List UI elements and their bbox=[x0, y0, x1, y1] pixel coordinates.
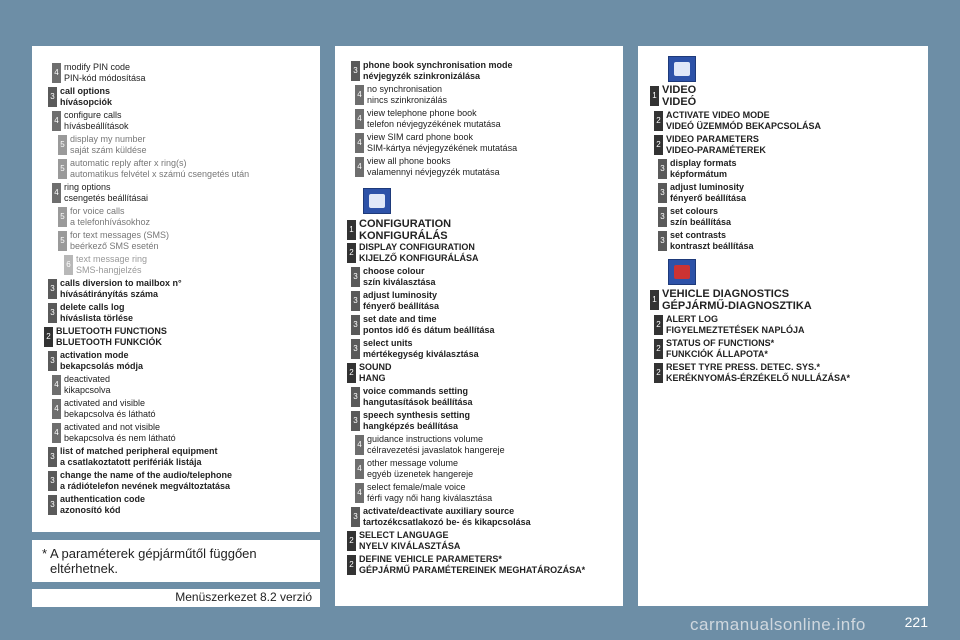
label-english: view SIM card phone book bbox=[367, 132, 474, 142]
configuration-icon bbox=[363, 188, 391, 214]
level-badge: 2 bbox=[347, 363, 356, 383]
footnote-box bbox=[32, 540, 320, 582]
menu-item bbox=[52, 110, 129, 132]
menu-item-label bbox=[670, 230, 754, 252]
menu-item-label bbox=[60, 470, 232, 492]
label-english: SELECT LANGUAGE bbox=[359, 530, 449, 540]
menu-item bbox=[52, 182, 148, 204]
diagnostics-tools-icon bbox=[668, 259, 696, 285]
label-hungarian: saját szám küldése bbox=[70, 145, 147, 155]
level-badge: 5 bbox=[58, 159, 67, 179]
menu-item bbox=[44, 326, 167, 348]
level-badge: 4 bbox=[355, 133, 364, 153]
menu-item bbox=[351, 314, 495, 336]
label-english: adjust luminosity bbox=[363, 290, 438, 300]
menu-item bbox=[351, 290, 439, 312]
label-english: DEFINE VEHICLE PARAMETERS* bbox=[359, 554, 502, 564]
footnote-line-2: eltérhetnek. bbox=[50, 561, 118, 576]
menu-item bbox=[347, 530, 460, 552]
label-hungarian: tartozékcsatlakozó be- és kikapcsolása bbox=[363, 517, 531, 527]
label-english: configure calls bbox=[64, 110, 122, 120]
menu-item bbox=[658, 158, 737, 180]
label-hungarian: hívásátirányítás száma bbox=[60, 289, 159, 299]
menu-item bbox=[48, 494, 145, 516]
label-english: activate/deactivate auxiliary source bbox=[363, 506, 515, 516]
level-badge: 3 bbox=[351, 387, 360, 407]
menu-item bbox=[347, 218, 451, 242]
menu-item bbox=[58, 158, 249, 180]
menu-item bbox=[654, 362, 850, 384]
label-hungarian: GÉPJÁRMŰ PARAMÉTEREINEK MEGHATÁROZÁSA* bbox=[359, 565, 586, 575]
label-hungarian: KERÉKNYOMÁS-ÉRZÉKELŐ NULLÁZÁSA* bbox=[666, 373, 851, 383]
label-hungarian: SIM-kártya névjegyzékének mutatása bbox=[367, 143, 518, 153]
label-hungarian: NYELV KIVÁLASZTÁSA bbox=[359, 541, 461, 551]
menu-item bbox=[351, 386, 473, 408]
label-hungarian: kontraszt beállítása bbox=[670, 241, 754, 251]
menu-item bbox=[355, 434, 505, 456]
label-hungarian: VIDEÓ bbox=[662, 96, 697, 108]
menu-item-label bbox=[666, 110, 821, 132]
label-english: select female/male voice bbox=[367, 482, 466, 492]
label-english: BLUETOOTH FUNCTIONS bbox=[56, 326, 167, 336]
label-hungarian: KIJELZŐ KONFIGURÁLÁSA bbox=[359, 253, 479, 263]
menu-item-label bbox=[359, 554, 585, 576]
label-hungarian: FUNKCIÓK ÁLLAPOTA* bbox=[666, 349, 768, 359]
menu-item bbox=[351, 506, 531, 528]
label-hungarian: szín kiválasztása bbox=[363, 277, 436, 287]
menu-item bbox=[654, 314, 805, 336]
label-hungarian: VIDEÓ ÜZEMMÓD BEKAPCSOLÁSA bbox=[666, 121, 822, 131]
label-hungarian: a csatlakoztatott perifériák listája bbox=[60, 457, 202, 467]
label-hungarian: hívásopciók bbox=[60, 97, 113, 107]
label-english: phone book synchronisation mode bbox=[363, 60, 513, 70]
menu-item-label bbox=[363, 290, 439, 312]
menu-item-label bbox=[359, 530, 460, 552]
label-english: set contrasts bbox=[670, 230, 727, 240]
label-english: VIDEO PARAMETERS bbox=[666, 134, 759, 144]
label-english: set date and time bbox=[363, 314, 437, 324]
label-hungarian: a rádiótelefon nevének megváltoztatása bbox=[60, 481, 231, 491]
label-hungarian: csengetés beállításai bbox=[64, 193, 149, 203]
label-hungarian: bekapcsolás módja bbox=[60, 361, 144, 371]
menu-item-label bbox=[363, 266, 436, 288]
menu-item-label bbox=[670, 182, 746, 204]
menu-item bbox=[48, 278, 182, 300]
menu-item-label bbox=[367, 156, 500, 178]
menu-item-label bbox=[367, 482, 492, 504]
label-english: CONFIGURATION bbox=[359, 218, 452, 230]
label-hungarian: egyéb üzenetek hangereje bbox=[367, 469, 474, 479]
video-icon bbox=[668, 56, 696, 82]
level-badge: 3 bbox=[658, 207, 667, 227]
menu-item bbox=[48, 446, 218, 468]
level-badge: 4 bbox=[355, 109, 364, 129]
level-badge: 3 bbox=[48, 279, 57, 299]
menu-item-label bbox=[60, 350, 143, 372]
menu-item bbox=[347, 242, 479, 264]
label-hungarian: SMS-hangjelzés bbox=[76, 265, 142, 275]
level-badge: 2 bbox=[347, 243, 356, 263]
label-hungarian: FIGYELMEZTETÉSEK NAPLÓJA bbox=[666, 325, 805, 335]
level-badge: 3 bbox=[48, 447, 57, 467]
level-badge: 3 bbox=[48, 351, 57, 371]
label-english: activation mode bbox=[60, 350, 129, 360]
menu-item-label bbox=[367, 108, 501, 130]
menu-item-label bbox=[64, 398, 156, 420]
label-hungarian: telefon névjegyzékének mutatása bbox=[367, 119, 501, 129]
menu-column-3 bbox=[638, 46, 928, 606]
label-hungarian: híváslista törlése bbox=[60, 313, 134, 323]
menu-item-label bbox=[367, 458, 473, 480]
menu-item-label bbox=[60, 278, 182, 300]
menu-item-label bbox=[666, 134, 766, 156]
menu-item-label bbox=[363, 386, 473, 408]
menu-item bbox=[658, 206, 731, 228]
label-hungarian: a telefonhívásokhoz bbox=[70, 217, 151, 227]
level-badge: 1 bbox=[650, 290, 659, 310]
level-badge: 4 bbox=[52, 111, 61, 131]
level-badge: 4 bbox=[355, 459, 364, 479]
level-badge: 3 bbox=[48, 495, 57, 515]
menu-item bbox=[347, 362, 392, 384]
label-english: VEHICLE DIAGNOSTICS bbox=[662, 288, 790, 300]
label-english: set colours bbox=[670, 206, 719, 216]
menu-column-2 bbox=[335, 46, 623, 606]
label-hungarian: PIN-kód módosítása bbox=[64, 73, 146, 83]
level-badge: 2 bbox=[654, 135, 663, 155]
level-badge: 2 bbox=[654, 315, 663, 335]
menu-item bbox=[650, 84, 696, 108]
menu-item-label bbox=[60, 86, 112, 108]
level-badge: 4 bbox=[52, 63, 61, 83]
label-hungarian: KONFIGURÁLÁS bbox=[359, 230, 448, 242]
level-badge: 5 bbox=[58, 135, 67, 155]
menu-item bbox=[355, 84, 447, 106]
footnote bbox=[42, 546, 257, 576]
menu-item bbox=[355, 108, 501, 130]
label-english: deactivated bbox=[64, 374, 111, 384]
label-english: ACTIVATE VIDEO MODE bbox=[666, 110, 770, 120]
label-english: activated and visible bbox=[64, 398, 146, 408]
label-english: ALERT LOG bbox=[666, 314, 718, 324]
label-english: select units bbox=[363, 338, 413, 348]
label-hungarian: HANG bbox=[359, 373, 386, 383]
label-english: RESET TYRE PRESS. DETEC. SYS.* bbox=[666, 362, 821, 372]
menu-item bbox=[52, 62, 146, 84]
label-english: call options bbox=[60, 86, 111, 96]
menu-item bbox=[650, 288, 812, 312]
label-hungarian: fényerő beállítása bbox=[363, 301, 440, 311]
menu-item bbox=[347, 554, 585, 576]
menu-item-label bbox=[367, 132, 517, 154]
menu-item-label bbox=[60, 494, 145, 516]
label-hungarian: pontos idő és dátum beállítása bbox=[363, 325, 495, 335]
menu-item-label bbox=[60, 302, 133, 324]
label-hungarian: mértékegység kiválasztása bbox=[363, 349, 479, 359]
menu-item bbox=[355, 482, 492, 504]
menu-item-label bbox=[70, 134, 147, 156]
menu-item bbox=[355, 132, 517, 154]
menu-item bbox=[58, 134, 147, 156]
label-english: activated and not visible bbox=[64, 422, 161, 432]
footnote-line-1: * A paraméterek gépjárműtől függően bbox=[42, 546, 257, 561]
menu-item bbox=[58, 206, 150, 228]
level-badge: 3 bbox=[351, 315, 360, 335]
menu-item bbox=[48, 86, 112, 108]
menu-item bbox=[355, 156, 500, 178]
menu-item-label bbox=[662, 84, 696, 108]
label-english: DISPLAY CONFIGURATION bbox=[359, 242, 475, 252]
label-hungarian: VIDEO-PARAMÉTEREK bbox=[666, 145, 766, 155]
menu-item-label bbox=[363, 410, 470, 432]
level-badge: 1 bbox=[347, 220, 356, 240]
label-english: guidance instructions volume bbox=[367, 434, 484, 444]
label-english: display my number bbox=[70, 134, 146, 144]
label-hungarian: BLUETOOTH FUNKCIÓK bbox=[56, 337, 162, 347]
menu-item bbox=[52, 422, 176, 444]
menu-item bbox=[58, 230, 169, 252]
footer-version: Menüszerkezet 8.2 verzió bbox=[175, 590, 312, 604]
menu-item bbox=[52, 374, 111, 396]
label-english: VIDEO bbox=[662, 84, 697, 96]
menu-item-label bbox=[666, 362, 850, 384]
menu-item-label bbox=[359, 218, 451, 242]
label-english: speech synthesis setting bbox=[363, 410, 471, 420]
menu-item-label bbox=[64, 422, 176, 444]
level-badge: 2 bbox=[347, 531, 356, 551]
menu-item bbox=[351, 410, 470, 432]
label-english: authentication code bbox=[60, 494, 146, 504]
label-hungarian: férfi vagy női hang kiválasztása bbox=[367, 493, 493, 503]
menu-item bbox=[64, 254, 147, 276]
label-english: for text messages (SMS) bbox=[70, 230, 170, 240]
label-english: for voice calls bbox=[70, 206, 125, 216]
level-badge: 3 bbox=[48, 87, 57, 107]
menu-item-label bbox=[363, 314, 495, 336]
label-english: other message volume bbox=[367, 458, 459, 468]
level-badge: 4 bbox=[52, 423, 61, 443]
level-badge: 3 bbox=[48, 471, 57, 491]
menu-item bbox=[654, 110, 821, 132]
menu-item-label bbox=[666, 338, 774, 360]
level-badge: 3 bbox=[351, 339, 360, 359]
menu-item-label bbox=[60, 446, 218, 468]
label-english: adjust luminosity bbox=[670, 182, 745, 192]
footer-box bbox=[32, 589, 320, 607]
menu-item-label bbox=[363, 506, 531, 528]
menu-item-label bbox=[70, 158, 249, 180]
level-badge: 4 bbox=[52, 399, 61, 419]
label-hungarian: valamennyi névjegyzék mutatása bbox=[367, 167, 500, 177]
label-english: text message ring bbox=[76, 254, 148, 264]
level-badge: 3 bbox=[351, 61, 360, 81]
label-english: modify PIN code bbox=[64, 62, 131, 72]
watermark: carmanualsonline.info bbox=[690, 615, 866, 634]
level-badge: 2 bbox=[654, 111, 663, 131]
level-badge: 4 bbox=[52, 183, 61, 203]
menu-item-label bbox=[670, 206, 731, 228]
level-badge: 2 bbox=[347, 555, 356, 575]
label-english: choose colour bbox=[363, 266, 425, 276]
level-badge: 4 bbox=[355, 85, 364, 105]
level-badge: 3 bbox=[658, 159, 667, 179]
label-hungarian: nincs szinkronizálás bbox=[367, 95, 448, 105]
label-english: no synchronisation bbox=[367, 84, 443, 94]
label-hungarian: kikapcsolva bbox=[64, 385, 111, 395]
label-hungarian: bekapcsolva és látható bbox=[64, 409, 156, 419]
level-badge: 2 bbox=[44, 327, 53, 347]
label-english: ring options bbox=[64, 182, 111, 192]
menu-item bbox=[48, 302, 133, 324]
menu-item-label bbox=[662, 288, 812, 312]
menu-item-label bbox=[64, 182, 148, 204]
label-hungarian: fényerő beállítása bbox=[670, 193, 747, 203]
label-hungarian: automatikus felvétel x számú csengetés után bbox=[70, 169, 250, 179]
menu-item-label bbox=[64, 374, 111, 396]
menu-item bbox=[355, 458, 473, 480]
level-badge: 3 bbox=[658, 183, 667, 203]
menu-item bbox=[351, 60, 513, 82]
menu-item-label bbox=[359, 242, 479, 264]
level-badge: 6 bbox=[64, 255, 73, 275]
level-badge: 3 bbox=[658, 231, 667, 251]
label-hungarian: hangutasítások beállítása bbox=[363, 397, 473, 407]
label-hungarian: azonosító kód bbox=[60, 505, 121, 515]
menu-item bbox=[654, 134, 766, 156]
menu-item-label bbox=[666, 314, 805, 336]
label-english: change the name of the audio/telephone bbox=[60, 470, 233, 480]
label-hungarian: bekapcsolva és nem látható bbox=[64, 433, 176, 443]
label-hungarian: névjegyzék szinkronizálása bbox=[363, 71, 481, 81]
label-english: list of matched peripheral equipment bbox=[60, 446, 218, 456]
menu-item-label bbox=[363, 60, 513, 82]
menu-item-label bbox=[367, 84, 447, 106]
label-hungarian: beérkező SMS esetén bbox=[70, 241, 159, 251]
level-badge: 3 bbox=[351, 267, 360, 287]
label-english: automatic reply after x ring(s) bbox=[70, 158, 187, 168]
menu-item bbox=[48, 350, 143, 372]
level-badge: 3 bbox=[351, 291, 360, 311]
menu-item-label bbox=[70, 206, 150, 228]
label-english: STATUS OF FUNCTIONS* bbox=[666, 338, 775, 348]
label-hungarian: GÉPJÁRMŰ-DIAGNOSZTIKA bbox=[662, 300, 812, 312]
level-badge: 4 bbox=[52, 375, 61, 395]
level-badge: 3 bbox=[351, 411, 360, 431]
level-badge: 4 bbox=[355, 157, 364, 177]
menu-item-label bbox=[56, 326, 167, 348]
label-english: display formats bbox=[670, 158, 737, 168]
label-hungarian: hívásbeállítások bbox=[64, 121, 129, 131]
level-badge: 3 bbox=[351, 507, 360, 527]
menu-item bbox=[48, 470, 232, 492]
level-badge: 5 bbox=[58, 207, 67, 227]
menu-item-label bbox=[363, 338, 479, 360]
level-badge: 5 bbox=[58, 231, 67, 251]
label-english: SOUND bbox=[359, 362, 392, 372]
level-badge: 1 bbox=[650, 86, 659, 106]
level-badge: 4 bbox=[355, 435, 364, 455]
level-badge: 2 bbox=[654, 339, 663, 359]
menu-item bbox=[654, 338, 774, 360]
label-hungarian: szín beállítása bbox=[670, 217, 732, 227]
label-hungarian: hangképzés beállítása bbox=[363, 421, 459, 431]
menu-item-label bbox=[670, 158, 737, 180]
level-badge: 3 bbox=[48, 303, 57, 323]
label-english: calls diversion to mailbox n° bbox=[60, 278, 182, 288]
level-badge: 2 bbox=[654, 363, 663, 383]
label-english: view all phone books bbox=[367, 156, 451, 166]
menu-item-label bbox=[64, 62, 146, 84]
menu-item bbox=[658, 230, 754, 252]
menu-item bbox=[658, 182, 746, 204]
level-badge: 4 bbox=[355, 483, 364, 503]
label-english: voice commands setting bbox=[363, 386, 469, 396]
menu-item bbox=[351, 338, 479, 360]
page-number: 221 bbox=[904, 614, 928, 630]
label-english: delete calls log bbox=[60, 302, 125, 312]
label-hungarian: célravezetési javaslatok hangereje bbox=[367, 445, 505, 455]
menu-item-label bbox=[76, 254, 147, 276]
label-hungarian: képformátum bbox=[670, 169, 728, 179]
menu-column-1 bbox=[32, 46, 320, 532]
menu-item-label bbox=[64, 110, 129, 132]
menu-item-label bbox=[367, 434, 505, 456]
menu-item-label bbox=[70, 230, 169, 252]
menu-item bbox=[351, 266, 436, 288]
menu-item bbox=[52, 398, 156, 420]
label-english: view telephone phone book bbox=[367, 108, 477, 118]
menu-item-label bbox=[359, 362, 392, 384]
